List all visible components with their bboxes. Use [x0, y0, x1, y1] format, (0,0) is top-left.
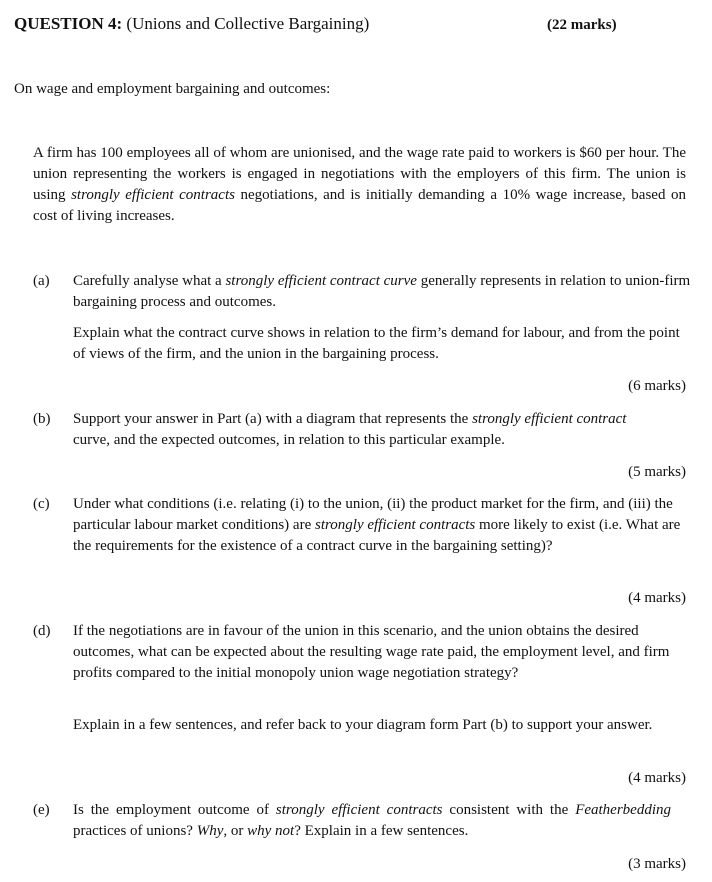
question-a-marks: (6 marks): [628, 378, 686, 394]
question-label: QUESTION 4:: [14, 14, 123, 33]
question-b-marks: (5 marks): [628, 464, 686, 480]
question-a-text-pre: Carefully analyse what a: [73, 273, 226, 289]
question-b-text-cont: curve, and the expected outcomes, in relation to this particular example.: [73, 432, 505, 448]
question-title: [14, 12, 369, 36]
question-e-emphasis-4: why not: [247, 823, 295, 839]
question-e-emphasis: strongly efficient contracts: [275, 802, 443, 818]
question-e-marks: (3 marks): [628, 856, 686, 872]
question-a-followup: Explain what the contract curve shows in relation to the firm’s demand for labour, and from the point of views of the firm, and the union in the bargaining process.: [73, 325, 680, 362]
question-c-emphasis: strongly efficient contracts: [315, 517, 476, 533]
total-marks: (22 marks): [547, 17, 617, 33]
question-topic: (Unions and Collective Bargaining): [126, 14, 370, 33]
question-e-text-post: ? Explain in a few sentences.: [294, 823, 469, 839]
question-e-text-pre: Is the employment outcome of: [73, 802, 276, 818]
scenario-paragraph: [33, 143, 686, 227]
question-e-text-mid-2: practices of unions?: [73, 823, 197, 839]
scenario-text-2: negotiations, and is initially demanding a 10% wage increase, based on cost of living increases.: [33, 187, 686, 224]
question-c-text-pre: Under what conditions (i.e. relating (i) to the union, (ii) the product market for the firm, and (iii) the particular labour market conditions) are: [73, 496, 673, 533]
question-b-emphasis: strongly efficient contract: [472, 411, 627, 427]
question-c-text: [73, 494, 693, 557]
question-e-label: (e): [33, 802, 50, 818]
question-a-text-post: generally represents in relation to union-firm bargaining process and outcomes.: [73, 273, 691, 310]
question-b-label: (b): [33, 411, 51, 427]
question-b-text: [73, 409, 695, 430]
question-d-marks: (4 marks): [628, 770, 686, 786]
question-a-label: (a): [33, 273, 50, 289]
question-c-marks: (4 marks): [628, 590, 686, 606]
question-d-followup: Explain in a few sentences, and refer back to your diagram form Part (b) to support your answer.: [73, 717, 653, 733]
question-c-text-post: more likely to exist (i.e. What are the requirements for the existence of a contract curve in the bargaining setting)?: [73, 517, 681, 554]
question-d-text: If the negotiations are in favour of the union in this scenario, and the union obtains the desired outcomes, what can be expected about the resulting wage rate paid, the employment level, and firm profits compared to the initial monopoly union wage negotiation strategy?: [73, 623, 670, 681]
question-a-text: [73, 271, 693, 313]
question-c-label: (c): [33, 496, 50, 512]
question-e-emphasis-3: Why: [196, 823, 224, 839]
question-d-label: (d): [33, 623, 51, 639]
question-b-text-pre: Support your answer in Part (a) with a diagram that represents the: [73, 411, 473, 427]
intro-text: On wage and employment bargaining and outcomes:: [14, 81, 331, 97]
scenario-text-1: A firm has 100 employees all of whom are unionised, and the wage rate paid to workers is $60 per hour. The union representing the workers is engaged in negotiations with the employers of this firm. The union is using: [33, 145, 686, 203]
scenario-emphasis: strongly efficient contracts: [71, 187, 235, 203]
question-a-emphasis: strongly efficient contract curve: [225, 273, 417, 289]
question-e-emphasis-2: Featherbedding: [575, 802, 671, 818]
question-e-text-mid-3: , or: [223, 823, 248, 839]
question-e-text: [73, 800, 671, 842]
question-e-text-mid: consistent with the: [442, 802, 576, 818]
